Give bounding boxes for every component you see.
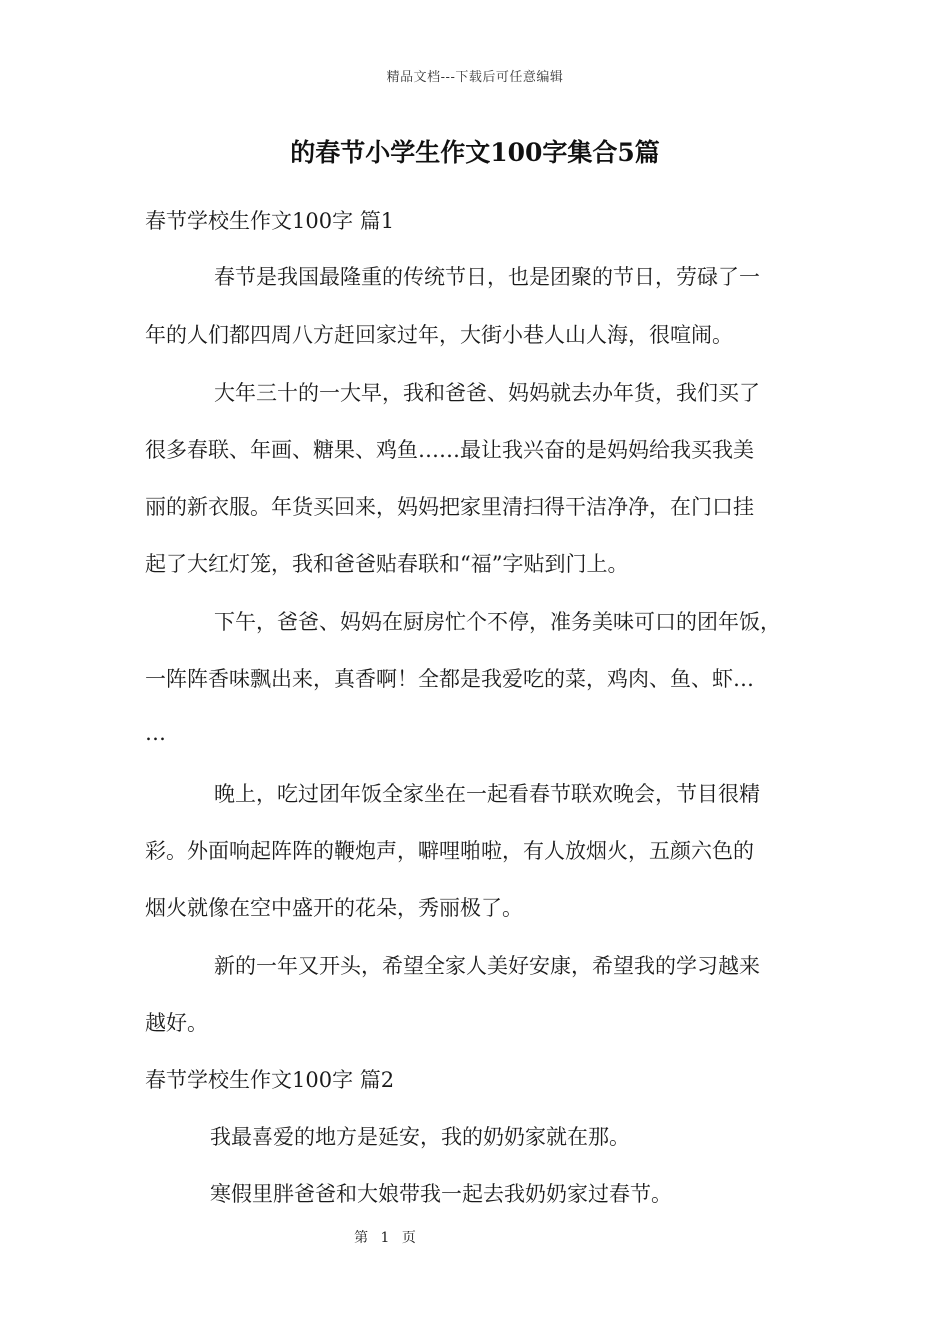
document-title: 的春节小学生作文100字集合5篇 — [290, 138, 660, 167]
paragraph-line: 寒假里胖爸爸和大娘带我一起去我奶奶家过春节。 — [210, 1182, 672, 1206]
paragraph-line: 晚上，吃过团年饭全家坐在一起看春节联欢晚会，节目很精 — [214, 782, 760, 806]
section-heading-2: 春节学校生作文100字 篇2 — [145, 1068, 395, 1092]
paragraph-line: 一阵阵香味飘出来，真香啊！全都是我爱吃的菜，鸡肉、鱼、虾… — [145, 667, 754, 691]
paragraph-line: 春节是我国最隆重的传统节日，也是团聚的节日，劳碌了一 — [214, 265, 760, 289]
paragraph-line: 越好。 — [145, 1011, 208, 1035]
paragraph-line: … — [145, 721, 166, 745]
paragraph-line: 丽的新衣服。年货买回来，妈妈把家里清扫得干洁净净，在门口挂 — [145, 495, 754, 519]
paragraph-line: 很多春联、年画、糖果、鸡鱼……最让我兴奋的是妈妈给我买我美 — [145, 438, 754, 462]
section-heading-1: 春节学校生作文100字 篇1 — [145, 209, 395, 233]
paragraph-line: 年的人们都四周八方赶回家过年，大街小巷人山人海，很喧闹。 — [145, 323, 733, 347]
footer-prefix: 第 — [354, 1230, 369, 1246]
footer-suffix: 页 — [401, 1230, 416, 1246]
paragraph-line: 大年三十的一大早，我和爸爸、妈妈就去办年货，我们买了 — [214, 381, 760, 405]
paragraph-line: 彩。外面响起阵阵的鞭炮声，噼哩啪啦，有人放烟火，五颜六色的 — [145, 839, 754, 863]
paragraph-line: 新的一年又开头，希望全家人美好安康，希望我的学习越来 — [214, 954, 760, 978]
paragraph-line: 烟火就像在空中盛开的花朵，秀丽极了。 — [145, 896, 523, 920]
page-number: 1 — [380, 1230, 390, 1246]
page-footer — [0, 1227, 770, 1247]
paragraph-line: 起了大红灯笼，我和爸爸贴春联和“福”字贴到门上。 — [145, 552, 629, 576]
paragraph-line: 下午，爸爸、妈妈在厨房忙个不停，准务美味可口的团年饭， — [214, 610, 781, 634]
header-note: 精品文档---下载后可任意编辑 — [386, 70, 564, 85]
paragraph-line: 我最喜爱的地方是延安，我的奶奶家就在那。 — [210, 1125, 630, 1149]
